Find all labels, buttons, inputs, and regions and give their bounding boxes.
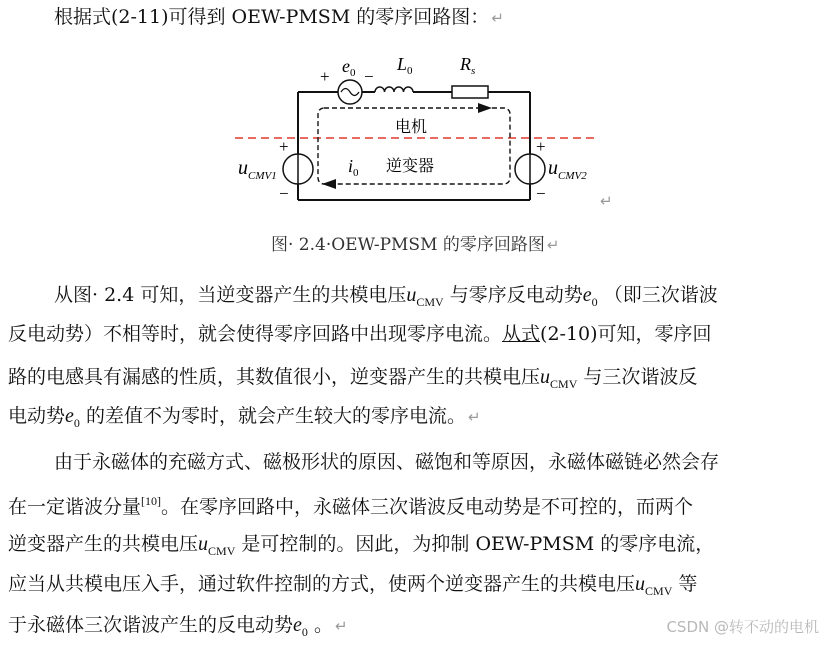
p2-line-2 [8,489,693,519]
diagram-return-mark-icon: ↵ [600,192,613,210]
svg-text:L0 [396,54,413,77]
e0-minus-label: − [364,67,374,86]
e0-symbol: $e_0$ [65,405,80,430]
motor-label: 电机 [395,117,428,136]
p1-line-1 [54,283,718,314]
csdn-watermark: CSDN @转不动的电机 [666,618,819,636]
p2-line-4 [8,572,697,603]
inverter-label: 逆变器 [386,156,435,175]
return-mark-icon: ↵ [334,617,348,635]
p1-line-2 [8,322,712,346]
rs-symbol: R [460,54,471,74]
u1-minus-label: − [279,184,289,203]
p1-text: 与三次谐波反 [583,366,698,388]
u-cmv-symbol: $u_{CMV}$ [540,366,578,391]
u-cmv-symbol: $u_{CMV}$ [198,533,236,558]
caption-text: 图· 2.4·OEW-PMSM 的零序回路图 [271,235,545,255]
e0-plus-label: + [320,67,330,86]
l0-sub: 0 [407,65,413,77]
p1-text: 从图· 2.4 可知，当逆变器产生的共模电压 [54,284,407,306]
u-cmv-symbol: $u_{CMV}$ [635,573,673,598]
p1-line-3 [8,365,697,396]
p1-text: 与零序反电动势 [449,284,583,306]
p1-text: （即三次谐波 [603,284,718,306]
e0-sub: 0 [350,67,356,79]
e0-symbol: $e_0$ [582,284,598,309]
return-mark-icon: ↵ [546,236,560,254]
p2-line-1 [54,450,719,474]
e0-symbol: $e_0$ [293,614,308,639]
p1-text: 反电动势）不相等时，就会使得零序回路中出现零序电流。 [8,323,503,345]
u1-sub: CMV1 [248,170,277,182]
figure-caption [271,230,559,255]
u2-plus-label: + [536,137,546,156]
citation-ref[interactable]: [10] [141,494,162,508]
svg-text:Rs [459,54,475,77]
intro-text: 根据式(2-11)可得到 OEW-PMSM 的零序回路图： [54,6,490,28]
return-mark-icon: ↵ [467,408,481,426]
p2-text: 由于永磁体的充磁方式、磁极形状的原因、磁饱和等原因，永磁体磁链必然会存 [54,451,720,473]
l0-symbol: L [397,54,408,74]
e0-symbol: e [342,56,350,76]
p2-text: 。在零序回路中，永磁体三次谐波反电动势是不可控的，而两个 [161,496,694,518]
svg-text:i0 [348,156,359,179]
p2-text: 是可控制的。因此，为抑制 OEW-PMSM 的零序电流， [241,533,715,555]
p2-text: 。 [313,614,333,636]
p2-text: 应当从共模电压入手，通过软件控制的方式，使两个逆变器产生的共模电压 [8,573,636,595]
u2-symbol: u [548,157,558,179]
p2-line-5 [8,613,348,644]
u1-plus-label: + [279,137,289,156]
u2-minus-label: − [536,184,546,203]
svg-text:e0 [342,56,356,79]
rs-sub: s [471,65,476,77]
p2-line-3 [8,532,714,563]
arrow-right-icon [478,103,492,113]
return-mark-icon: ↵ [491,9,504,27]
p1-line-4 [8,404,481,435]
resistor-icon [452,86,488,98]
p2-text: 于永磁体三次谐波产生的反电动势 [8,614,294,636]
intro-line [54,5,504,30]
p2-text: 逆变器产生的共模电压 [8,533,199,555]
inductor-icon [375,87,413,92]
arrow-left-icon [322,179,336,189]
formula-link[interactable]: 从式 [502,323,541,345]
p1-text: 电动势 [8,405,66,427]
svg-text:uCMV1 [238,157,277,182]
svg-text:uCMV2 [548,157,587,182]
u-cmv-symbol: $u_{CMV}$ [406,284,444,309]
p2-text: 在一定谐波分量 [8,496,142,518]
u1-symbol: u [238,157,248,179]
u2-sub: CMV2 [558,170,587,182]
i0-symbol: i [348,156,354,176]
p1-text: (2-10)可知，零序回 [540,323,712,345]
p1-text: 的差值不为零时，就会产生较大的零序电流。 [85,405,466,427]
i0-sub: 0 [353,167,359,179]
p2-text: 等 [678,573,698,595]
zero-sequence-circuit-diagram [230,48,630,223]
p1-text: 路的电感具有漏感的性质，其数值很小，逆变器产生的共模电压 [8,366,541,388]
